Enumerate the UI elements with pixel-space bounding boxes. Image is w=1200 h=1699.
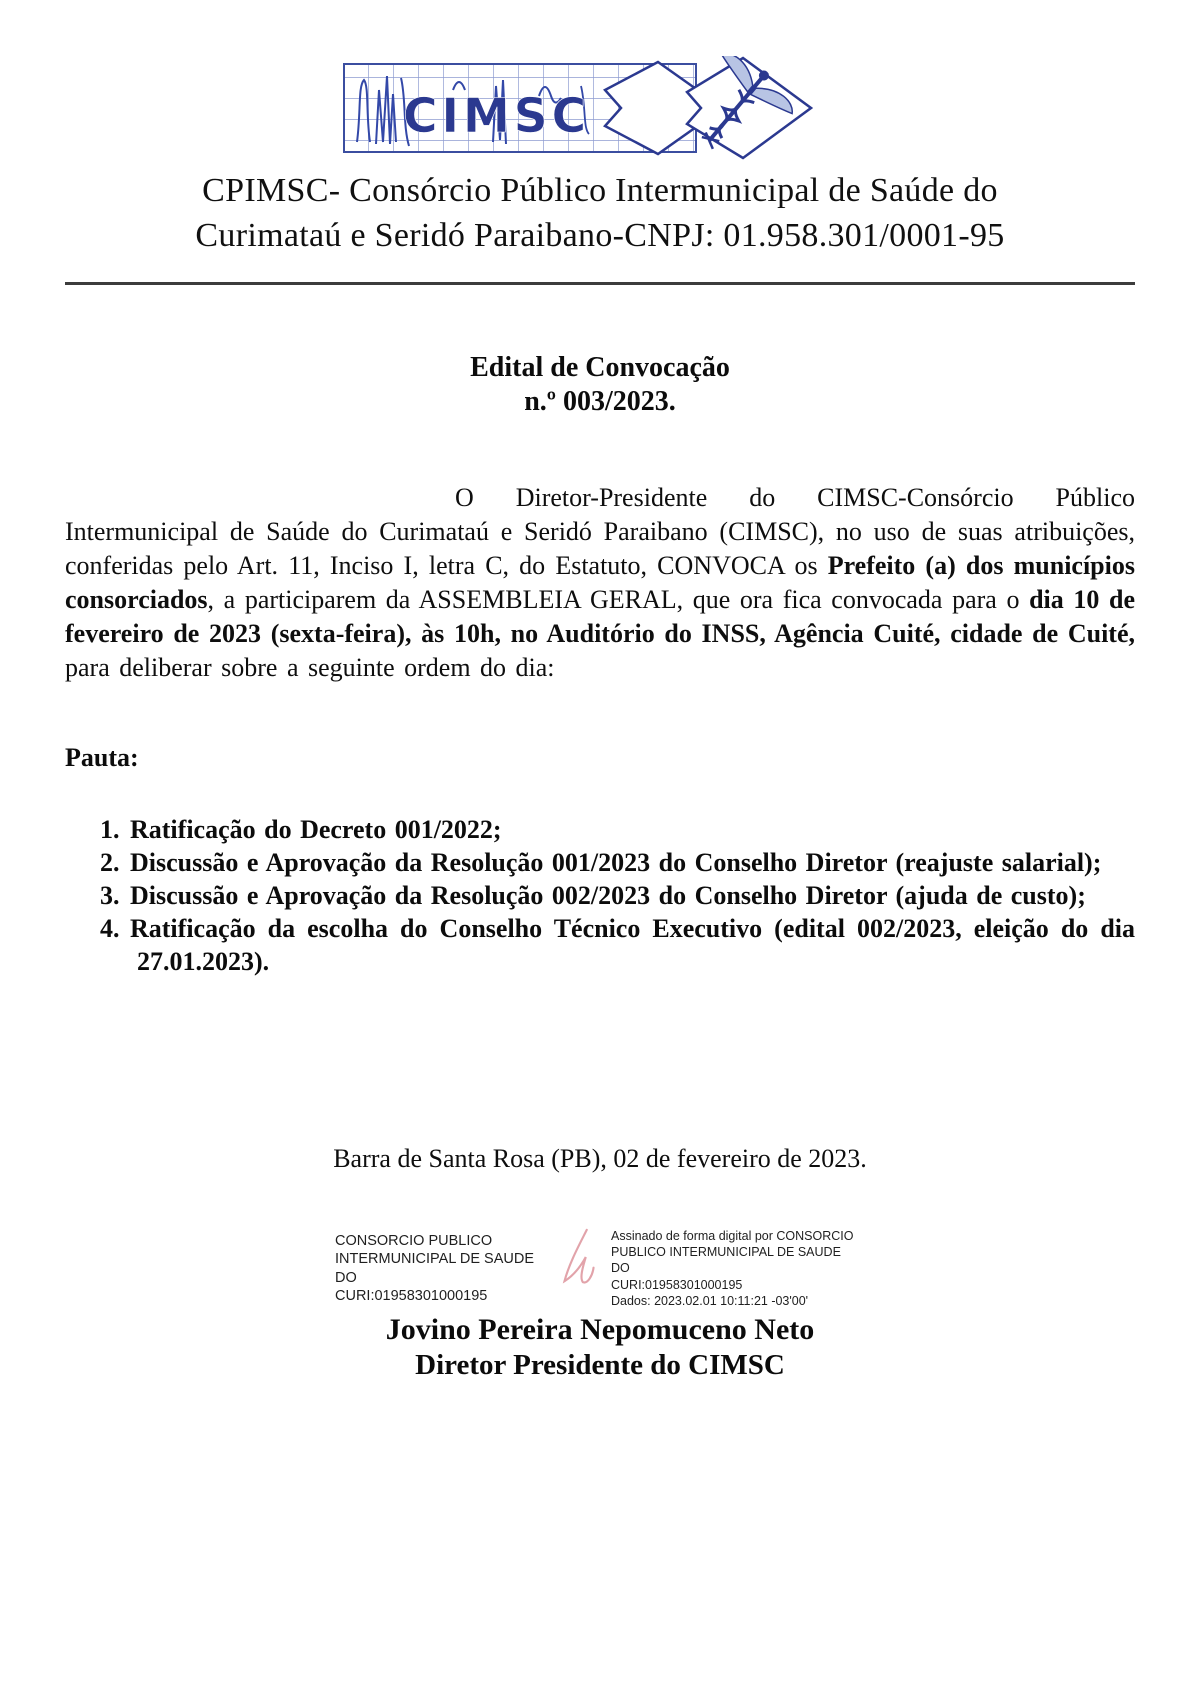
logo-acronym-text: CIMSC: [403, 89, 591, 144]
signer-title: Diretor Presidente do CIMSC: [415, 1349, 785, 1382]
agenda-item-text: Discussão e Aprovação da Resolução 002/2023 do Conselho Diretor (ajuda de custo);: [130, 880, 1086, 910]
cimsc-logo: [343, 56, 813, 165]
convocation-paragraph: [65, 481, 1135, 685]
signer-name: Jovino Pereira Nepomuceno Neto: [385, 1313, 815, 1347]
signature-details-line: Dados: 2023.02.01 10:11:21 -03'00': [611, 1293, 809, 1308]
signature-details-line: CURI:01958301000195: [611, 1277, 743, 1292]
adobe-signature-flourish-icon: [559, 1226, 605, 1293]
org-header: [65, 169, 1135, 259]
agenda-list: [65, 813, 1135, 978]
agenda-item-number: 4.: [100, 913, 120, 943]
agenda-item: [65, 846, 1135, 879]
document-title-line2: n.º 003/2023.: [524, 385, 676, 417]
agenda-item: [65, 813, 1135, 846]
agenda-item-number: 2.: [100, 847, 120, 877]
signature-details: [611, 1226, 856, 1309]
agenda-item-number: 1.: [100, 814, 120, 844]
agenda-item-text: Discussão e Aprovação da Resolução 001/2023 do Conselho Diretor (reajuste salarial);: [130, 847, 1102, 877]
agenda-heading: Pauta:: [65, 742, 139, 772]
document-title-line1: Edital de Convocação: [470, 351, 730, 383]
signature-details-line: Assinado de forma digital por CONSORCIO: [611, 1228, 854, 1243]
agenda-item: [65, 912, 1135, 978]
signature-subject-line: CURI:01958301000195: [335, 1288, 488, 1305]
org-header-line1: CPIMSC- Consórcio Público Intermunicipal de Saúde do: [202, 172, 998, 209]
paragraph-segment: para deliberar sobre a seguinte ordem do dia:: [65, 652, 555, 682]
org-header-line2: Curimataú e Seridó Paraibano-CNPJ: 01.958.301/0001-95: [195, 216, 1005, 254]
dateline: Barra de Santa Rosa (PB), 02 de fevereiro de 2023.: [333, 1143, 867, 1173]
paragraph-segment: O Diretor-Presidente do CIMSC-Consórcio Público Intermunicipal de Saúde do Curimataú e Seridó Paraibano (CIMSC), no uso de suas atribuições, conferidas pelo Art. 11, Inciso I, letra C, do Estatuto, CONVOCA os: [65, 482, 1135, 580]
agenda-item-text: Ratificação do Decreto 001/2022;: [130, 814, 502, 844]
document-title: [65, 351, 1135, 419]
paragraph-segment: , a participarem da ASSEMBLEIA GERAL, que ora fica convocada para o: [207, 584, 1030, 614]
cimsc-logo-graphic: [343, 56, 813, 160]
signature-subject-line: INTERMUNICIPAL DE SAUDE DO: [335, 1251, 534, 1286]
signature-subject: [335, 1226, 553, 1306]
paragraph-segment-bold: dia 10 de fevereiro de 2023 (sexta-feira), às 10h, no Auditório do INSS, Agência Cuité, cidade de Cuité,: [65, 584, 1136, 648]
signature-details-line: PUBLICO INTERMUNICIPAL DE SAUDE DO: [611, 1245, 841, 1276]
paragraph-segment-bold: Prefeito (a) dos municípios consorciados: [65, 550, 1135, 614]
agenda-item-text: Ratificação da escolha do Conselho Técnico Executivo (edital 002/2023, eleição do dia 27.01.2023).: [130, 913, 1135, 976]
signature-subject-line: CONSORCIO PUBLICO: [335, 1232, 493, 1249]
agenda-item: [65, 879, 1135, 912]
header-divider: [65, 282, 1135, 285]
digital-signature-block: [335, 1226, 865, 1309]
agenda-item-number: 3.: [100, 880, 120, 910]
